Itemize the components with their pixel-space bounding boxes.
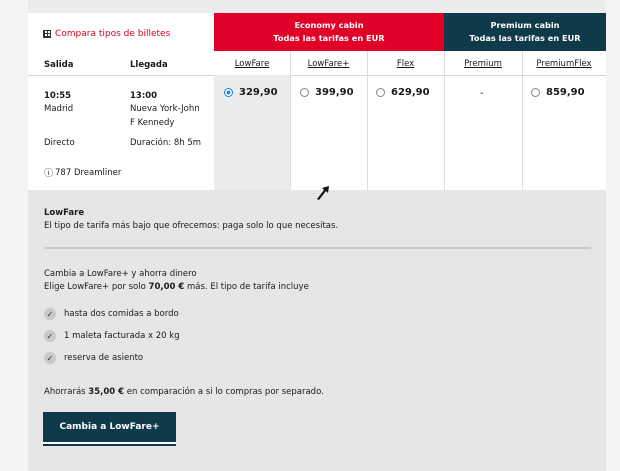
column-divider: [522, 51, 523, 190]
price-premiumflex: 859,90: [546, 87, 585, 98]
aircraft-info[interactable]: [44, 166, 121, 179]
economy-cabin-header: [214, 13, 444, 51]
premium-cabin-title: Premium cabin: [490, 20, 560, 30]
fare-title: LowFare: [44, 208, 85, 218]
benefit-item: [44, 330, 180, 342]
arrival-city-line2: F Kennedy: [130, 118, 175, 128]
duration: Duración: 8h 5m: [130, 138, 202, 148]
fare-description: El tipo de tarifa más bajo que ofrecemos: paga solo lo que necesitas.: [44, 221, 339, 231]
economy-cabin-subtitle: Todas las tarifas en EUR: [273, 33, 385, 43]
column-divider: [367, 51, 368, 190]
upsell-title: Cambia a LowFare+ y ahorra dinero: [44, 269, 197, 279]
col-arrival: Llegada: [130, 60, 168, 70]
aircraft-label: 787 Dreamliner: [55, 167, 122, 178]
check-icon: ✓: [44, 308, 56, 320]
radio-icon[interactable]: [376, 88, 385, 97]
column-divider: [290, 51, 291, 190]
fare-header-lowfare-plus[interactable]: LowFare+: [307, 59, 350, 69]
savings-text: [44, 386, 324, 399]
compare-fares-label: Compara tipos de billetes: [55, 29, 171, 39]
departure-time: 10:55: [44, 91, 72, 101]
header-divider: [28, 75, 606, 76]
fare-header-flex[interactable]: Flex: [396, 59, 415, 69]
upsell-text: [44, 281, 309, 294]
column-divider: [444, 51, 445, 190]
benefit-item: [44, 352, 143, 364]
stops: Directo: [44, 138, 75, 148]
benefit-label: reserva de asiento: [64, 353, 144, 363]
price-lowfare-plus: 399,90: [315, 87, 354, 98]
savings-post: en comparación a si lo compras por separado.: [124, 387, 324, 397]
fare-header-premium[interactable]: Premium: [464, 59, 502, 69]
upsell-post: más. El tipo de tarifa incluye: [184, 282, 309, 292]
fare-header-lowfare[interactable]: LowFare: [234, 59, 270, 69]
col-departure: Salida: [44, 60, 74, 70]
info-icon: ⓘ: [44, 169, 54, 179]
price-flex: 629,90: [391, 87, 430, 98]
premium-cabin-header: [444, 13, 606, 51]
arrival-time: 13:00: [130, 91, 158, 101]
fare-option-lowfare-plus[interactable]: [300, 87, 354, 98]
benefit-label: 1 maleta facturada x 20 kg: [64, 331, 180, 341]
check-icon: ✓: [44, 352, 56, 364]
upsell-amount: 70,00 €: [148, 282, 185, 292]
grid-icon: [43, 30, 51, 38]
benefit-item: [44, 308, 179, 320]
economy-cabin-title: Economy cabin: [294, 20, 364, 30]
departure-city: Madrid: [44, 104, 74, 114]
upgrade-lowfare-plus-button[interactable]: Cambia a LowFare+: [43, 412, 176, 444]
compare-fares-link[interactable]: [43, 29, 170, 39]
benefit-label: hasta dos comidas a bordo: [64, 309, 179, 319]
fare-option-lowfare[interactable]: [224, 87, 278, 98]
page-margin-right: [606, 0, 620, 471]
pointer-arrow-icon: [314, 182, 334, 202]
price-premium: -: [480, 88, 484, 99]
upsell-pre: Elige LowFare+ por solo: [44, 282, 149, 292]
detail-divider: [44, 247, 591, 249]
radio-icon[interactable]: [300, 88, 309, 97]
radio-icon[interactable]: [531, 88, 540, 97]
fare-header-premiumflex[interactable]: PremiumFlex: [536, 59, 592, 69]
check-icon: ✓: [44, 330, 56, 342]
top-strip: [28, 0, 606, 13]
price-lowfare: 329,90: [239, 87, 278, 98]
arrival-city-line1: Nueva York-John: [130, 104, 200, 114]
premium-cabin-subtitle: Todas las tarifas en EUR: [469, 33, 581, 43]
fare-option-flex[interactable]: [376, 87, 430, 98]
radio-selected-icon[interactable]: [224, 88, 233, 97]
fare-option-premiumflex[interactable]: [531, 87, 585, 98]
savings-amount: 35,00 €: [88, 387, 125, 397]
savings-pre: Ahorrarás: [44, 387, 89, 397]
